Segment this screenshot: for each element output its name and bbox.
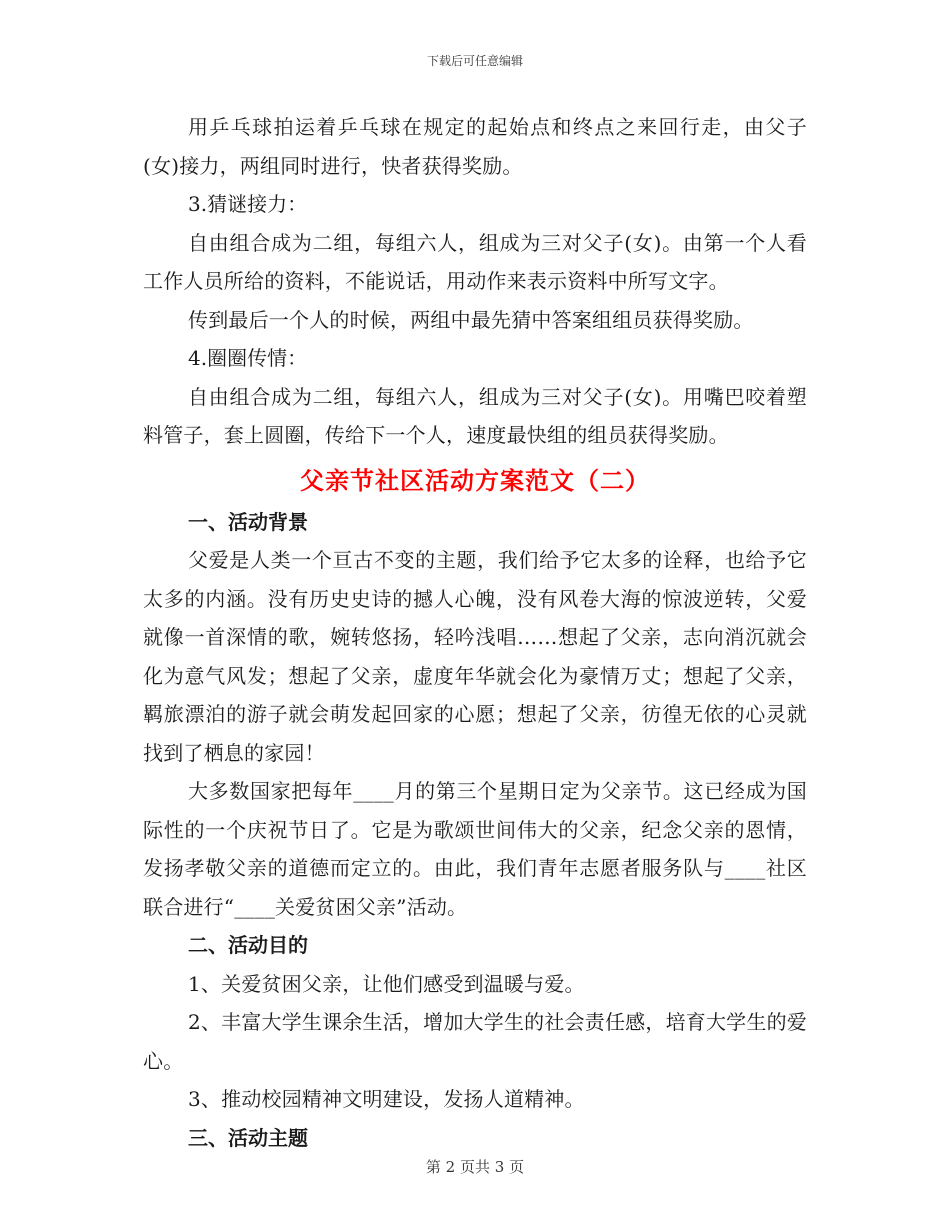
purpose-item-2: 2、丰富大学生课余生活，增加大学生的社会责任感，培育大学生的爱心。 xyxy=(143,1010,807,1073)
page-footer: 第 2 页共 3 页 xyxy=(425,1158,525,1176)
relay-description-paragraph: 用乒乓球拍运着乒乓球在规定的起始点和终点之来回行走，由父子(女)接力，两组同时进行，快者获得奖励。 xyxy=(143,115,807,178)
purpose-item-3: 3、推动校园精神文明建设，发扬人道精神。 xyxy=(188,1087,585,1111)
riddle-relay-paragraph: 自由组合成为二组，每组六人，组成为三对父子(女)。由第一个人看工作人员所给的资料，不能说话，用动作来表示资料中所写文字。 xyxy=(143,230,807,293)
purpose-heading: 二、活动目的 xyxy=(188,933,308,957)
item-3-heading: 3.猜谜接力： xyxy=(188,192,308,216)
riddle-relay-result-paragraph: 传到最后一个人的时候，两组中最先猜中答案组组员获得奖励。 xyxy=(188,307,754,332)
document-body xyxy=(143,108,807,1157)
section-title: 父亲节社区活动方案范文（二） xyxy=(300,465,650,495)
background-heading: 一、活动背景 xyxy=(188,509,308,534)
ring-passing-paragraph: 自由组合成为二组，每组六人，组成为三对父子(女)。用嘴巴咬着塑料管子，套上圆圈，传给下一个人，速度最快组的组员获得奖励。 xyxy=(143,384,807,447)
background-paragraph-2: 大多数国家把每年____月的第三个星期日定为父亲节。这已经成为国际性的一个庆祝节日了。它是为歌颂世间伟大的父亲，纪念父亲的恩情，发扬孝敬父亲的道德而定立的。由此，我们青年志愿者服务队与____社区联合进行“____关爱贫困父亲”活动。 xyxy=(143,779,807,919)
theme-heading: 三、活动主题 xyxy=(188,1125,308,1150)
background-paragraph-1: 父爱是人类一个亘古不变的主题，我们给予它太多的诠释，也给予它太多的内涵。没有历史史诗的撼人心魄，没有风卷大海的惊波逆转，父爱就像一首深情的歌，婉转悠扬，轻吟浅唱……想起了父亲，志向消沉就会化为意气风发；想起了父亲，虚度年华就会化为豪情万丈；想起了父亲，羁旅漂泊的游子就会萌发起回家的心愿；想起了父亲，彷徨无依的心灵就找到了栖息的家园！ xyxy=(143,548,807,765)
page-header: 下载后可任意编辑 xyxy=(426,54,523,68)
item-4-heading: 4.圈圈传情： xyxy=(188,346,308,370)
purpose-item-1: 1、关爱贫困父亲，让他们感受到温暖与爱。 xyxy=(188,971,585,996)
